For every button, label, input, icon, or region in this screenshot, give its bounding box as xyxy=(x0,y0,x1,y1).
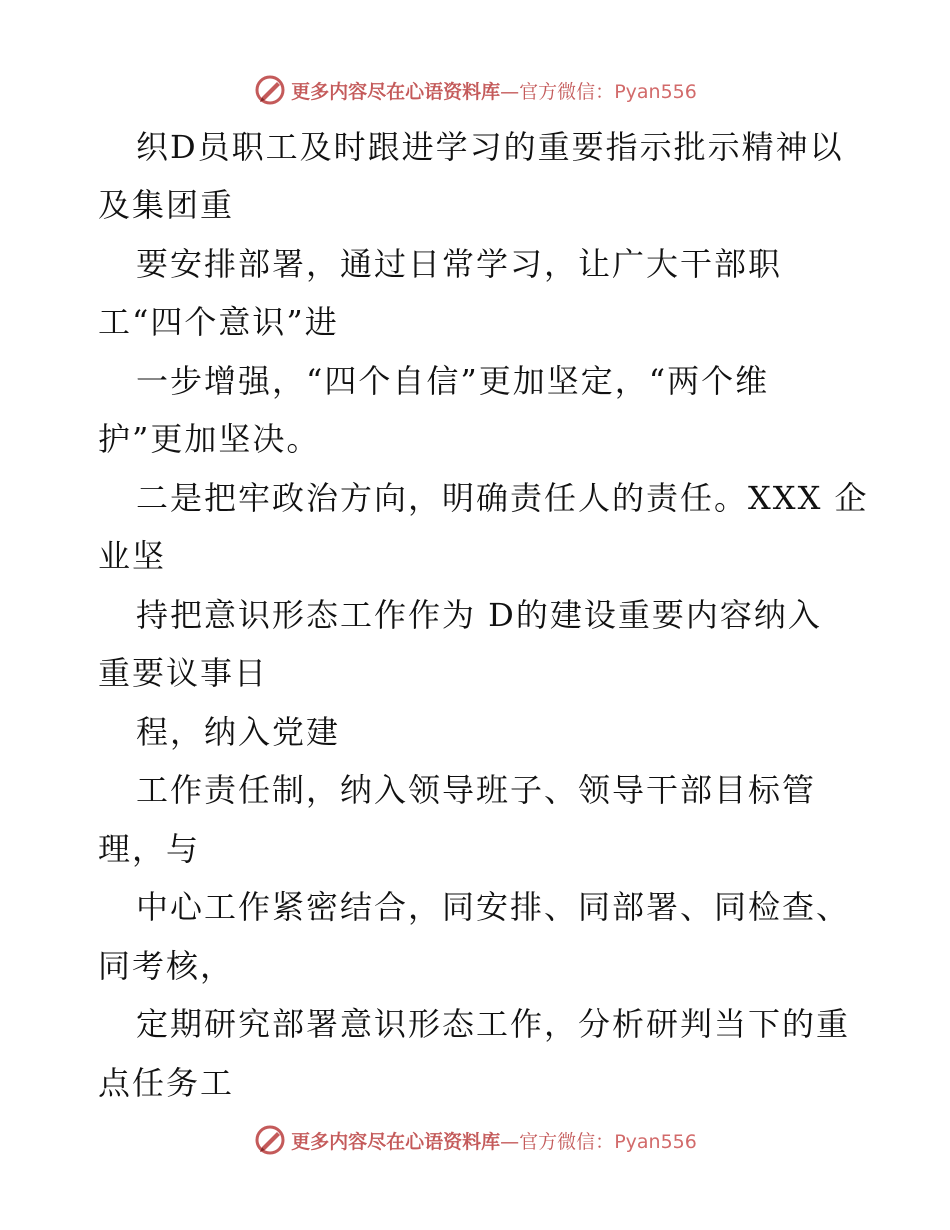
watermark-separator: — xyxy=(500,80,520,103)
footer-watermark xyxy=(0,1120,950,1160)
watermark-sub-text: 官方微信： xyxy=(519,1130,615,1153)
paragraph-line: 同考核， xyxy=(98,947,235,985)
watermark-separator: — xyxy=(500,1130,520,1153)
header-watermark xyxy=(0,70,950,110)
paragraph-line: 理，与 xyxy=(98,830,201,868)
paragraph-line: 二是把牢政治方向，明确责任人的责任。XXX 企 xyxy=(136,479,869,517)
watermark-sub-text: 官方微信： xyxy=(519,80,615,103)
paragraph-line: 织D员职工及时跟进学习的重要指示批示精神以 xyxy=(136,128,844,166)
watermark-main-text: 更多内容尽在心语资料库 xyxy=(291,80,501,103)
watermark-text xyxy=(291,1127,697,1154)
paragraph-line: 工作责任制，纳入领导班子、领导干部目标管 xyxy=(136,771,817,809)
watermark-main-text: 更多内容尽在心语资料库 xyxy=(291,1130,501,1153)
pen-logo-icon xyxy=(253,1123,287,1157)
paragraph-line: 要安排部署，通过日常学习，让广大干部职 xyxy=(136,245,783,283)
paragraph-line: 及集团重 xyxy=(98,186,235,224)
paragraph-line: 点任务工 xyxy=(98,1064,235,1102)
watermark-wechat-id: Pyan556 xyxy=(614,1130,697,1153)
watermark-text xyxy=(291,77,697,104)
paragraph-line: 一步增强，“四个自信”更加坚定，“两个维 xyxy=(136,362,770,400)
pen-logo-icon xyxy=(253,73,287,107)
paragraph-line: 业坚 xyxy=(98,537,167,575)
paragraph-line: 程，纳入党建 xyxy=(136,713,341,751)
paragraph-line: 工“四个意识”进 xyxy=(98,303,339,341)
paragraph-line: 持把意识形态工作作为 D的建设重要内容纳入 xyxy=(136,596,822,634)
paragraph-line: 定期研究部署意识形态工作，分析研判当下的重 xyxy=(136,1005,851,1043)
paragraph-line: 重要议事日 xyxy=(98,654,269,692)
paragraph-line: 中心工作紧密结合，同安排、同部署、同检查、 xyxy=(136,888,851,926)
paragraph-line: 护”更加坚决。 xyxy=(98,420,321,458)
watermark-wechat-id: Pyan556 xyxy=(614,80,697,103)
